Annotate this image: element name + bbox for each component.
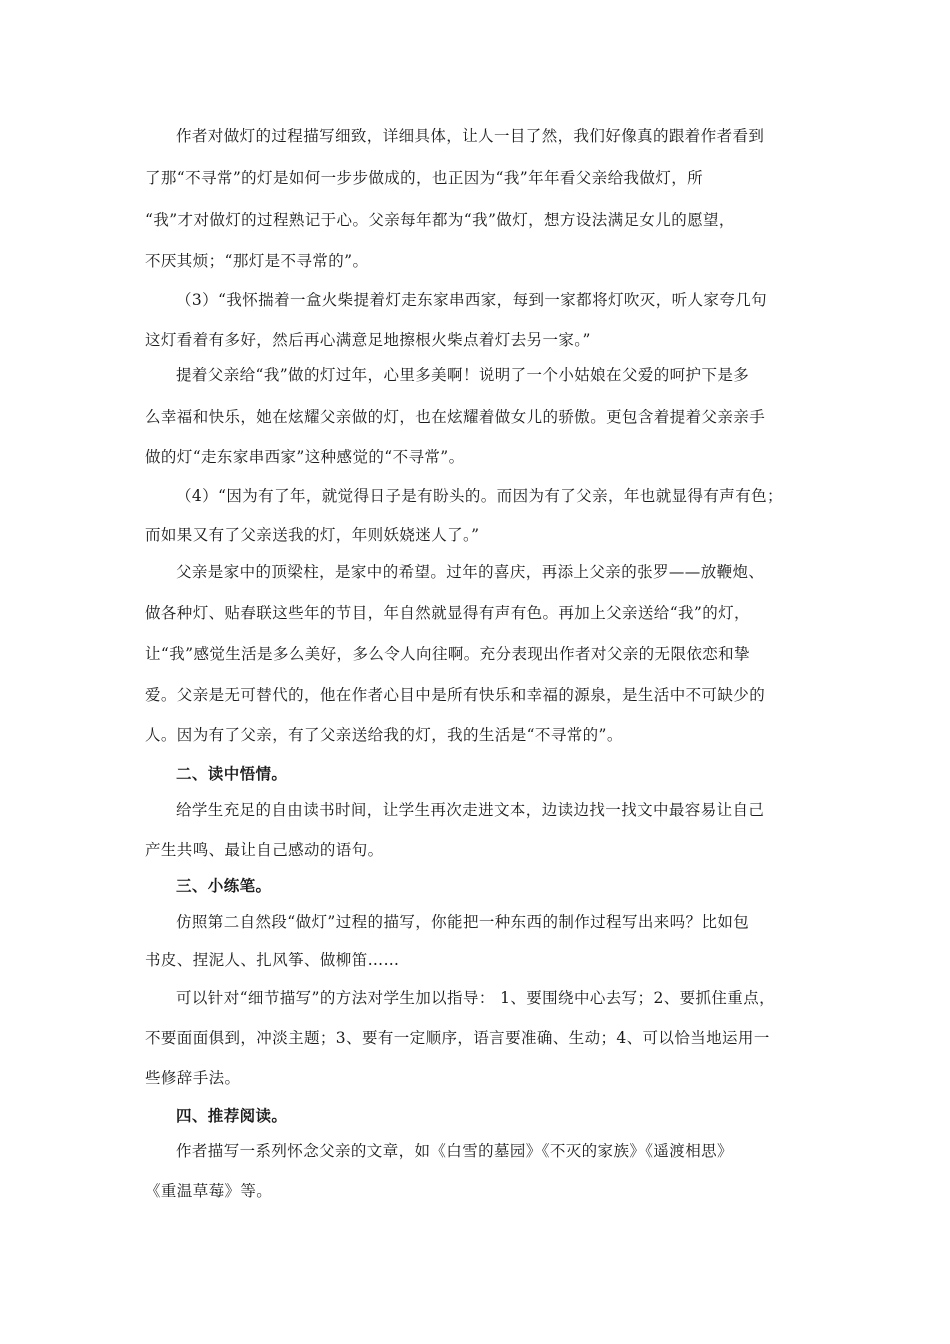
- section-heading: 二、读中悟情。: [176, 764, 288, 783]
- section-heading: 三、小练笔。: [176, 876, 272, 895]
- paragraph-line: 么幸福和快乐，她在炫耀父亲做的灯，也在炫耀着做女儿的骄傲。更包含着提着父亲亲手: [145, 408, 766, 426]
- paragraph-line: 爱。父亲是无可替代的，他在作者心目中是所有快乐和幸福的源泉，是生活中不可缺少的: [145, 686, 766, 704]
- paragraph-line: 作者描写一系列怀念父亲的文章，如《白雪的墓园》《不灭的家族》《遥渡相思》: [176, 1142, 733, 1160]
- paragraph-line: 《重温草莓》等。: [145, 1182, 273, 1200]
- paragraph-line: 而如果又有了父亲送我的灯，年则妖娆迷人了。”: [145, 526, 480, 544]
- paragraph-line: 作者对做灯的过程描写细致，详细具体，让人一目了然，我们好像真的跟着作者看到: [176, 127, 765, 145]
- paragraph-line: 让“我”感觉生活是多么美好，多么令人向往啊。充分表现出作者对父亲的无限依恋和挚: [145, 645, 750, 663]
- paragraph-line: 做的灯“走东家串西家”这种感觉的“不寻常”。: [145, 448, 465, 466]
- paragraph-line: 不厌其烦；“那灯是不寻常的”。: [145, 252, 369, 270]
- paragraph-line: （3）“我怀揣着一盒火柴提着灯走东家串西家，每到一家都将灯吹灭，听人家夸几句: [176, 291, 767, 309]
- paragraph-line: 些修辞手法。: [145, 1069, 241, 1087]
- paragraph-line: 这灯看着有多好，然后再心满意足地擦根火柴点着灯去另一家。”: [145, 331, 591, 349]
- paragraph-line: 提着父亲给“我”做的灯过年，心里多美啊！说明了一个小姑娘在父爱的呵护下是多: [176, 366, 750, 384]
- section-heading: 四、推荐阅读。: [176, 1106, 288, 1125]
- paragraph-line: 做各种灯、贴春联这些年的节目，年自然就显得有声有色。再加上父亲送给“我”的灯，: [145, 604, 750, 622]
- paragraph-line: 可以针对“细节描写”的方法对学生加以指导： 1、要围绕中心去写；2、要抓住重点，: [176, 989, 776, 1007]
- paragraph-line: （4）“因为有了年，就觉得日子是有盼头的。而因为有了父亲，年也就显得有声有色；: [176, 487, 783, 505]
- paragraph-line: “我”才对做灯的过程熟记于心。父亲每年都为“我”做灯，想方设法满足女儿的愿望，: [145, 211, 735, 229]
- paragraph-line: 给学生充足的自由读书时间，让学生再次走进文本，边读边找一找文中最容易让自己: [176, 801, 765, 819]
- paragraph-line: 父亲是家中的顶梁柱，是家中的希望。过年的喜庆，再添上父亲的张罗——放鞭炮、: [176, 563, 765, 581]
- paragraph-line: 不要面面俱到，冲淡主题；3、要有一定顺序，语言要准确、生动；4、可以恰当地运用一: [145, 1029, 770, 1047]
- paragraph-line: 产生共鸣、最让自己感动的语句。: [145, 841, 384, 859]
- paragraph-line: 人。因为有了父亲，有了父亲送给我的灯，我的生活是“不寻常的”。: [145, 726, 623, 744]
- paragraph-line: 了那“不寻常”的灯是如何一步步做成的，也正因为“我”年年看父亲给我做灯，所: [145, 169, 703, 187]
- paragraph-line: 书皮、捏泥人、扎风筝、做柳笛……: [145, 951, 400, 969]
- paragraph-line: 仿照第二自然段“做灯”过程的描写，你能把一种东西的制作过程写出来吗？比如包: [176, 913, 750, 931]
